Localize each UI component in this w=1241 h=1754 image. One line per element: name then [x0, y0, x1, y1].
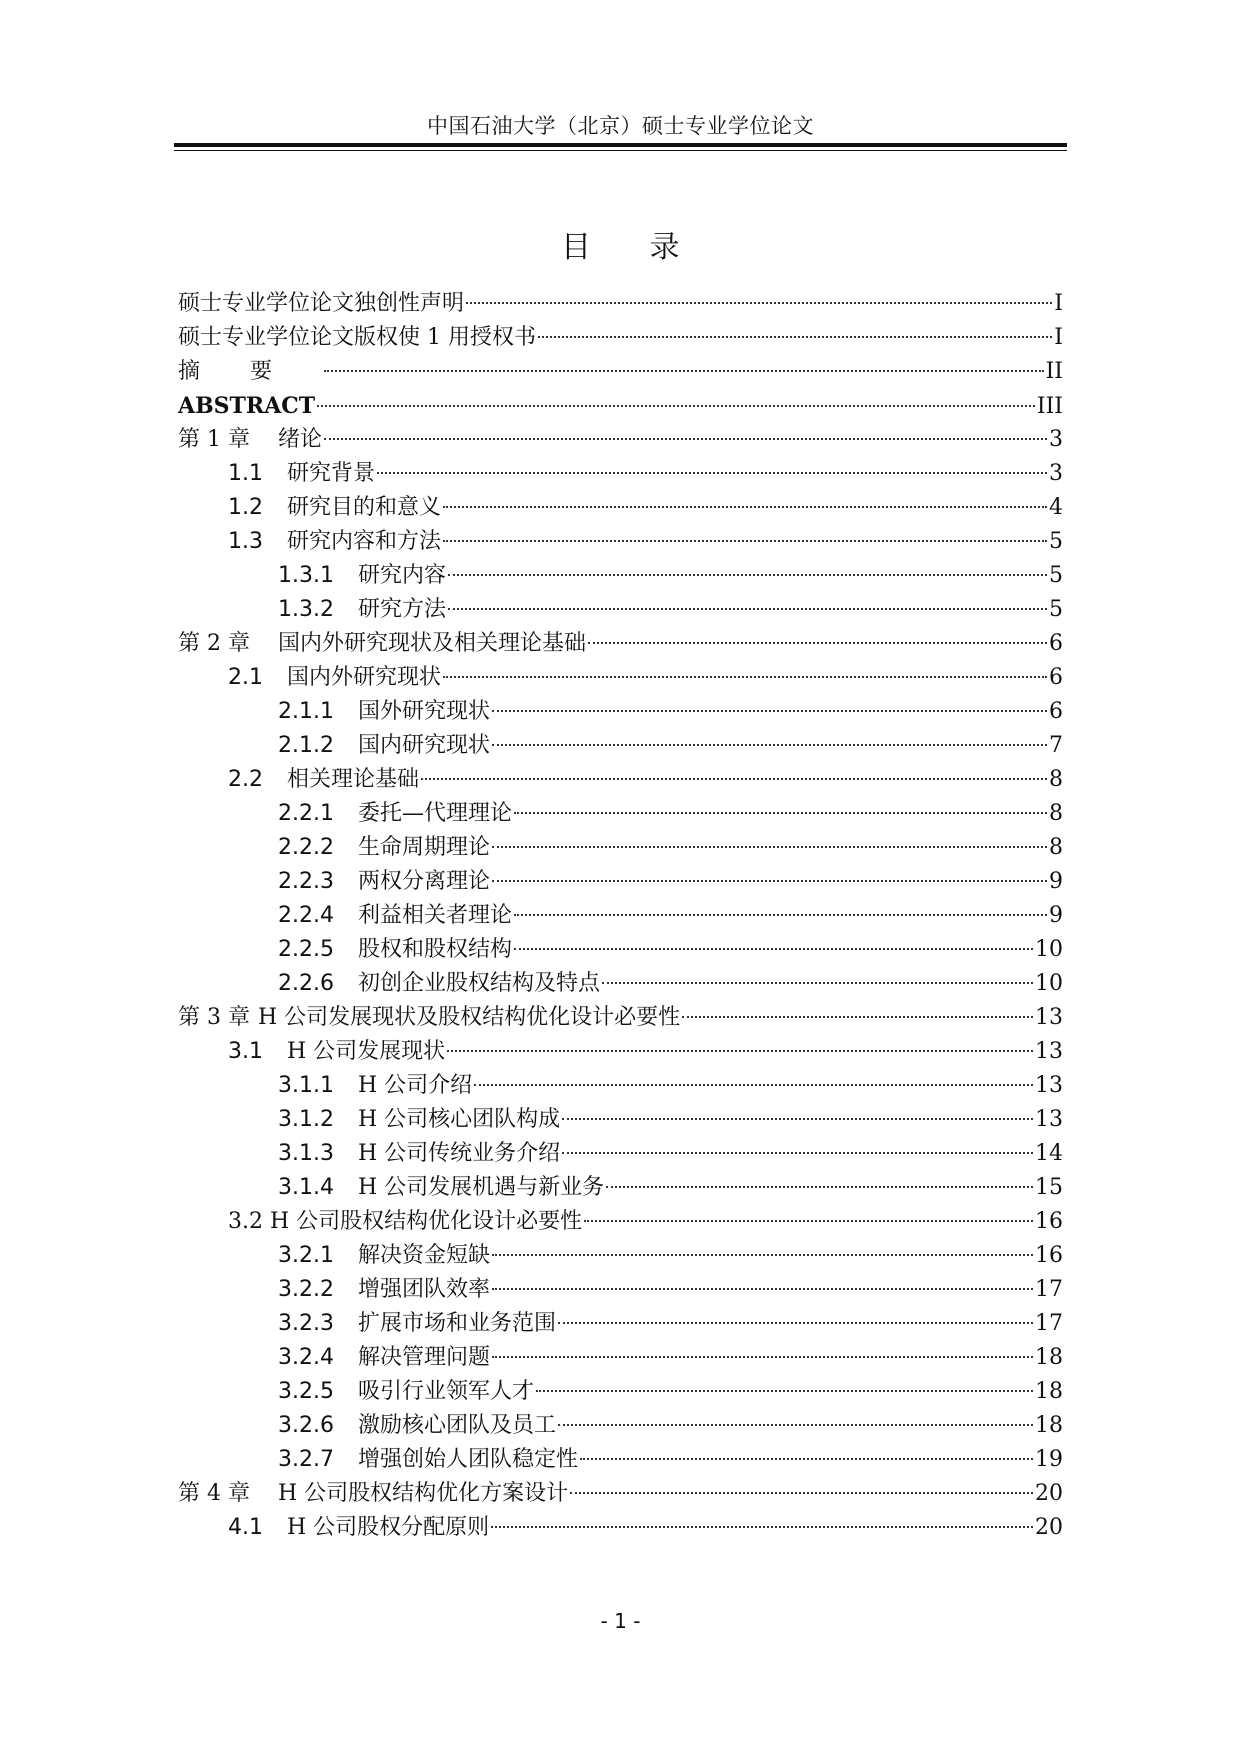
toc-entry[interactable]	[178, 1035, 1063, 1069]
toc-entry-title: ABSTRACT	[178, 393, 316, 419]
toc-entry[interactable]	[178, 729, 1063, 763]
toc-entry[interactable]	[178, 457, 1063, 491]
toc-entry-number: 第 3 章	[178, 1005, 250, 1030]
toc-entry-title: 委托—代理理论	[358, 801, 513, 826]
toc-entry-number: 2.2.6	[278, 971, 334, 996]
toc-entry[interactable]	[178, 933, 1063, 967]
toc-dot-leader	[492, 710, 1047, 712]
toc-entry-title: 硕士专业学位论文版权使 1 用授权书	[178, 325, 536, 350]
toc-entry-title: 硕士专业学位论文独创性声明	[178, 291, 465, 316]
toc-entry[interactable]	[178, 559, 1063, 593]
toc-entry-title: H 公司介绍	[358, 1073, 473, 1098]
toc-dot-leader	[443, 676, 1047, 678]
toc-entry-page: 4	[1049, 495, 1063, 520]
toc-dot-leader	[421, 778, 1047, 780]
toc-dot-leader	[584, 1220, 1033, 1222]
toc-entry-title: H 公司传统业务介绍	[358, 1141, 561, 1166]
toc-entry-number: 2.2.4	[278, 903, 334, 928]
toc-entry-number: 2.1.1	[278, 699, 334, 724]
toc-dot-leader	[558, 1322, 1033, 1324]
toc-entry-title: 解决资金短缺	[358, 1243, 491, 1268]
toc-entry[interactable]	[178, 491, 1063, 525]
toc-entry[interactable]	[178, 525, 1063, 559]
toc-dot-leader	[682, 1016, 1033, 1018]
toc-entry-page: 5	[1049, 529, 1063, 554]
toc-entry[interactable]	[178, 627, 1063, 661]
toc-entry-page: 13	[1035, 1039, 1063, 1064]
toc-entry-title: 扩展市场和业务范围	[358, 1311, 557, 1336]
toc-entry-page: 19	[1035, 1447, 1063, 1472]
toc-entry[interactable]	[178, 763, 1063, 797]
toc-entry-number: 1.3	[228, 529, 263, 554]
toc-entry-title: 两权分离理论	[358, 869, 491, 894]
toc-entry-number: 1.1	[228, 461, 263, 486]
page-number: - 1 -	[600, 1609, 641, 1633]
toc-dot-leader	[492, 744, 1047, 746]
toc-entry-number: 1.2	[228, 495, 263, 520]
toc-entry-number: 2.2.1	[278, 801, 334, 826]
toc-entry-number: 2.2.5	[278, 937, 334, 962]
toc-entry-page: 17	[1035, 1277, 1063, 1302]
toc-dot-leader	[492, 1288, 1033, 1290]
toc-entry-title: 国内研究现状	[358, 733, 491, 758]
toc-entry[interactable]	[178, 287, 1063, 321]
toc-entry-title: 利益相关者理论	[358, 903, 513, 928]
toc-entry[interactable]	[178, 797, 1063, 831]
toc-dot-leader	[324, 438, 1047, 440]
toc-entry[interactable]	[178, 593, 1063, 627]
toc-entry[interactable]	[178, 1239, 1063, 1273]
toc-entry-number: 3.1.2	[278, 1107, 334, 1132]
toc-dot-leader	[602, 982, 1033, 984]
toc-entry-title: 生命周期理论	[358, 835, 491, 860]
toc-entry-title: 研究方法	[358, 597, 447, 622]
toc-entry-page: 8	[1049, 801, 1063, 826]
toc-entry-number: 3.1	[228, 1039, 263, 1064]
toc-entry-page: 6	[1049, 699, 1063, 724]
toc-entry[interactable]	[178, 1341, 1063, 1375]
toc-dot-leader	[447, 1050, 1033, 1052]
toc-dot-leader	[466, 302, 1052, 304]
toc-dot-leader	[443, 540, 1047, 542]
toc-entry-number: 2.2.3	[278, 869, 334, 894]
toc-entry-number: 1.3.2	[278, 597, 334, 622]
toc-entry-number: 4.1	[228, 1515, 263, 1540]
toc-entry-page: 9	[1049, 903, 1063, 928]
toc-entry[interactable]	[178, 661, 1063, 695]
toc-entry-title: 股权和股权结构	[358, 937, 513, 962]
toc-dot-leader	[588, 642, 1047, 644]
toc-entry-number: 1.3.1	[278, 563, 334, 588]
toc-dot-leader	[558, 1424, 1033, 1426]
toc-entry-title: 国内外研究现状及相关理论基础	[278, 631, 587, 656]
toc-dot-leader	[492, 846, 1047, 848]
toc-entry-title: 研究目的和意义	[287, 495, 442, 520]
toc-entry[interactable]	[178, 1409, 1063, 1443]
toc-entry-number: 2.2.2	[278, 835, 334, 860]
toc-dot-leader	[570, 1492, 1033, 1494]
toc-dot-leader	[580, 1458, 1033, 1460]
toc-entry[interactable]	[178, 967, 1063, 1001]
toc-entry-title: 国内外研究现状	[287, 665, 442, 690]
toc-dot-leader	[514, 948, 1033, 950]
header-rule-thin	[174, 150, 1067, 151]
toc-entry[interactable]	[178, 1273, 1063, 1307]
toc-dot-leader	[324, 370, 1044, 372]
toc-dot-leader	[491, 1526, 1033, 1528]
toc-dot-leader	[492, 1254, 1033, 1256]
toc-entry-title: H 公司发展机遇与新业务	[358, 1175, 605, 1200]
toc-entry[interactable]	[178, 695, 1063, 729]
toc-entry-number: 3.2.5	[278, 1379, 334, 1404]
toc-entry[interactable]	[178, 1375, 1063, 1409]
toc-entry-page: 14	[1035, 1141, 1063, 1166]
toc-entry-page: 16	[1035, 1209, 1063, 1234]
toc-entry-number: 2.1	[228, 665, 263, 690]
toc-entry-title: 增强创始人团队稳定性	[358, 1447, 579, 1472]
toc-entry-page: 18	[1035, 1413, 1063, 1438]
toc-entry-title: 初创企业股权结构及特点	[358, 971, 601, 996]
toc-title: 目 录	[560, 230, 681, 265]
toc-dot-leader	[377, 472, 1047, 474]
toc-entry[interactable]	[178, 1069, 1063, 1103]
toc-entry-number: 3.2.7	[278, 1447, 334, 1472]
toc-entry[interactable]	[178, 865, 1063, 899]
toc-dot-leader	[536, 1390, 1033, 1392]
toc-entry[interactable]	[178, 1443, 1063, 1477]
toc-entry-number: 3.2.6	[278, 1413, 334, 1438]
toc-entry-number: 3.2.3	[278, 1311, 334, 1336]
toc-entry-page: 5	[1049, 563, 1063, 588]
toc-entry-title: 激励核心团队及员工	[358, 1413, 557, 1438]
toc-entry-number: 2.1.2	[278, 733, 334, 758]
toc-entry-page: II	[1045, 359, 1063, 384]
toc-entry-number: 3.2.4	[278, 1345, 334, 1370]
toc-entry-title: H 公司股权分配原则	[287, 1515, 490, 1540]
toc-entry-page: 3	[1049, 427, 1063, 452]
toc-entry[interactable]	[178, 321, 1063, 355]
table-of-contents	[178, 287, 1063, 1545]
toc-entry[interactable]	[178, 1137, 1063, 1171]
running-header: 中国石油大学（北京）硕士专业学位论文	[427, 114, 814, 138]
toc-entry-page: 10	[1035, 971, 1063, 996]
toc-entry-number: 3.1.1	[278, 1073, 334, 1098]
toc-entry-title: 相关理论基础	[287, 767, 420, 792]
toc-entry-title: H 公司股权结构优化方案设计	[278, 1481, 569, 1506]
toc-entry[interactable]	[178, 1171, 1063, 1205]
toc-entry-page: I	[1054, 325, 1063, 350]
toc-entry-title: 国外研究现状	[358, 699, 491, 724]
toc-entry-page: 15	[1035, 1175, 1063, 1200]
toc-dot-leader	[514, 914, 1047, 916]
toc-dot-leader	[514, 812, 1047, 814]
toc-dot-leader	[538, 336, 1052, 338]
toc-dot-leader	[562, 1152, 1033, 1154]
toc-entry-page: III	[1036, 394, 1063, 419]
toc-entry-page: 3	[1049, 461, 1063, 486]
toc-entry[interactable]	[178, 899, 1063, 933]
toc-entry-number: 2.2	[228, 767, 263, 792]
toc-entry[interactable]	[178, 423, 1063, 457]
toc-entry-title: 研究背景	[287, 461, 376, 486]
toc-entry-page: 20	[1035, 1515, 1063, 1540]
toc-entry[interactable]	[178, 831, 1063, 865]
toc-dot-leader	[317, 405, 1035, 407]
toc-entry-title: H 公司发展现状	[287, 1039, 446, 1064]
toc-entry-number: 第 1 章	[178, 427, 250, 452]
toc-entry[interactable]	[178, 1307, 1063, 1341]
toc-entry-page: 18	[1035, 1345, 1063, 1370]
toc-entry[interactable]	[178, 1477, 1063, 1511]
toc-dot-leader	[443, 506, 1047, 508]
toc-entry-page: 6	[1049, 631, 1063, 656]
toc-dot-leader	[606, 1186, 1033, 1188]
toc-entry-page: 18	[1035, 1379, 1063, 1404]
toc-entry-title: 吸引行业领军人才	[358, 1379, 535, 1404]
toc-entry[interactable]	[178, 389, 1063, 423]
toc-entry[interactable]	[178, 1001, 1063, 1035]
toc-entry-page: 20	[1035, 1481, 1063, 1506]
toc-entry-number: 3.2.1	[278, 1243, 334, 1268]
toc-entry-title: 摘要	[178, 359, 323, 384]
toc-entry-page: 16	[1035, 1243, 1063, 1268]
toc-entry-title: 绪论	[278, 427, 323, 452]
toc-entry-page: 9	[1049, 869, 1063, 894]
toc-dot-leader	[448, 608, 1047, 610]
toc-entry-number: 3.1.3	[278, 1141, 334, 1166]
toc-dot-leader	[474, 1084, 1033, 1086]
toc-entry[interactable]	[178, 355, 1063, 389]
toc-entry-title: H 公司发展现状及股权结构优化设计必要性	[258, 1005, 681, 1030]
toc-entry-number: 第 4 章	[178, 1481, 250, 1506]
toc-entry-page: 13	[1035, 1107, 1063, 1132]
toc-entry-title: 3.2 H 公司股权结构优化设计必要性	[228, 1209, 583, 1234]
toc-entry-title: 研究内容和方法	[287, 529, 442, 554]
toc-entry-number: 3.1.4	[278, 1175, 334, 1200]
toc-dot-leader	[492, 1356, 1033, 1358]
toc-entry-page: 8	[1049, 835, 1063, 860]
toc-entry[interactable]	[178, 1103, 1063, 1137]
toc-dot-leader	[492, 880, 1047, 882]
toc-entry-page: 13	[1035, 1073, 1063, 1098]
toc-dot-leader	[448, 574, 1047, 576]
toc-entry-title: 研究内容	[358, 563, 447, 588]
toc-entry-page: 10	[1035, 937, 1063, 962]
toc-entry-page: 13	[1035, 1005, 1063, 1030]
toc-entry-page: 8	[1049, 767, 1063, 792]
toc-entry-number: 3.2.2	[278, 1277, 334, 1302]
toc-entry-page: 17	[1035, 1311, 1063, 1336]
toc-entry[interactable]	[178, 1511, 1063, 1545]
toc-entry-page: I	[1054, 291, 1063, 316]
toc-entry[interactable]	[178, 1205, 1063, 1239]
header-rule-thick	[174, 143, 1067, 147]
toc-entry-page: 6	[1049, 665, 1063, 690]
toc-entry-title: H 公司核心团队构成	[358, 1107, 561, 1132]
toc-entry-title: 解决管理问题	[358, 1345, 491, 1370]
toc-entry-number: 第 2 章	[178, 631, 250, 656]
toc-entry-title: 增强团队效率	[358, 1277, 491, 1302]
toc-entry-page: 7	[1049, 733, 1063, 758]
toc-dot-leader	[562, 1118, 1033, 1120]
toc-entry-page: 5	[1049, 597, 1063, 622]
